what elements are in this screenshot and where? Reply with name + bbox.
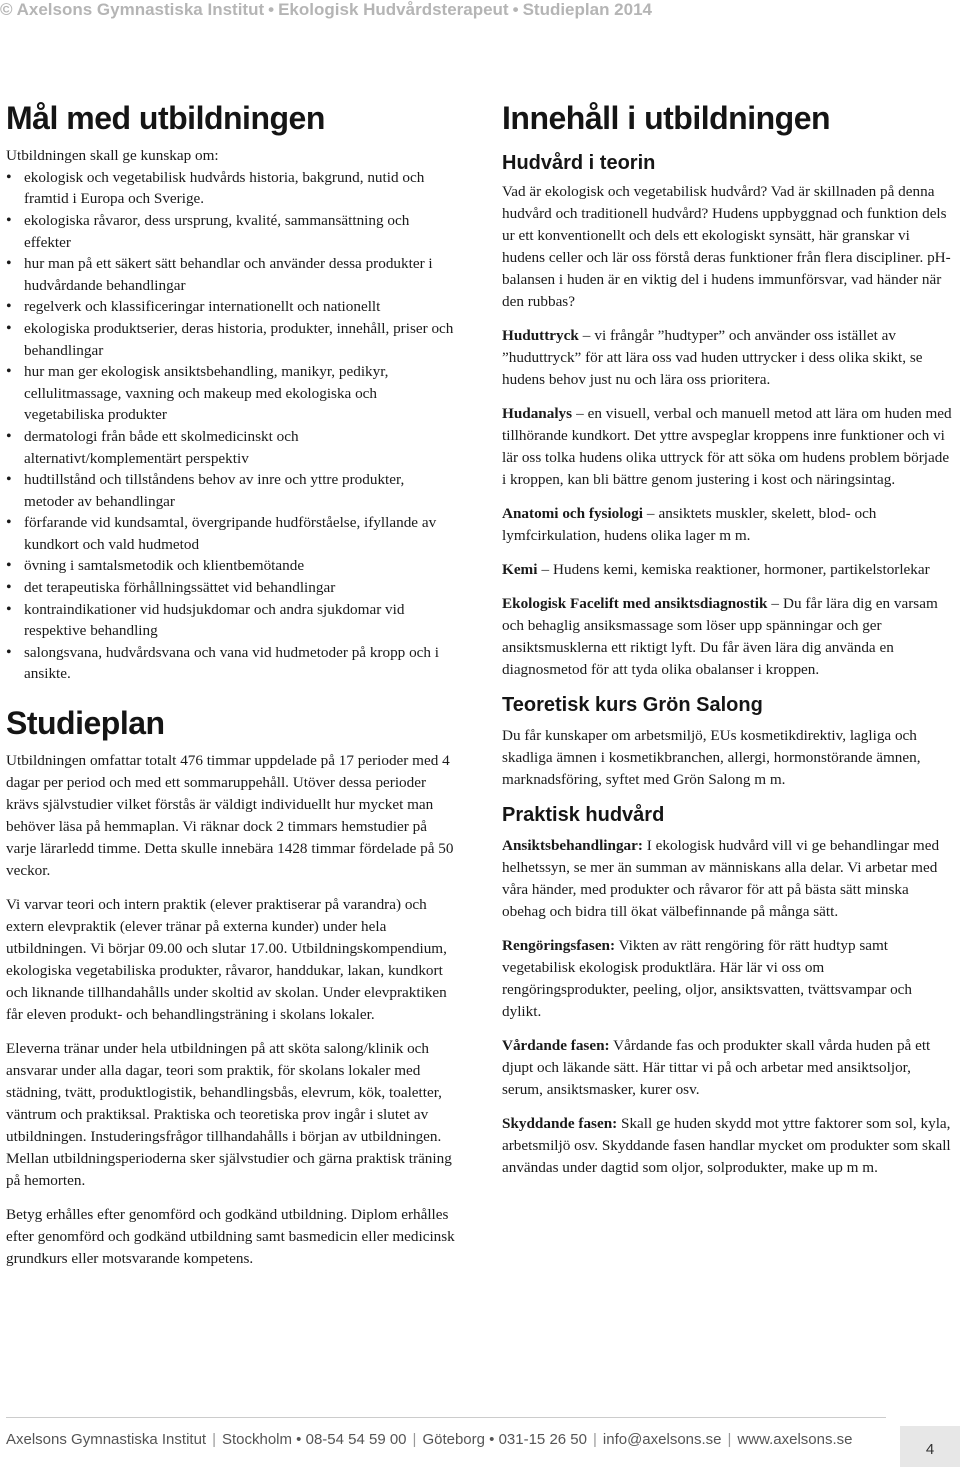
footer-contact <box>6 1431 852 1448</box>
studieplan-paragraph: Vi varvar teori och intern praktik (elever praktiserar på varandra) och extern elevpraktik (elever tränar på externa kunder) under hela utbildningen. Vi börjar 09.00 och slutar 17.00. Utbildningskompendium, ekologiska vegetabiliska produkter, råvaror, handdukar, lakan, kundkort och liknande tillhandahålls under skoltid av skolan. Under elevpraktiken får eleven produkt- och behandlingsträning i skolans lokaler. <box>6 895 447 1023</box>
footer-divider <box>6 1417 886 1418</box>
practical-term: Vårdande fasen: <box>502 1036 610 1054</box>
practical-term: Skyddande fasen: <box>502 1114 618 1132</box>
topic-dash: – <box>771 594 779 612</box>
skincare-theory-title: Hudvård i teorin <box>502 151 656 174</box>
topic-term: Hudanalys <box>502 404 573 422</box>
topics-list <box>502 325 954 681</box>
goal-item: • ekologiska råvaror, dess ursprung, kvalité, sammansättning och effekter <box>6 210 456 253</box>
practical-paragraph <box>502 935 954 1023</box>
practical-list <box>502 835 954 1179</box>
topic-dash: – <box>582 326 591 344</box>
topic-term: Anatomi och fysiologi <box>502 504 643 522</box>
topic-text: en visuell, verbal och manuell metod att lära om huden med tillhörande kundkort. Det yttre avspeglar kroppens inre funktioner och vi lär oss tolka hudens olika uttryck för att söka om hudens problem började i kroppen, kan bli bättre genom justering i kost och näringsintag. <box>502 404 952 488</box>
footer-stockholm: Stockholm • 08-54 54 59 00 <box>221 1431 407 1448</box>
goal-item: • hur man på ett säkert sätt behandlar och använder dessa produkter i hudvårdande behandlingar <box>6 253 456 296</box>
footer-separator: | <box>592 1431 597 1448</box>
header-plan: Studieplan 2014 <box>522 0 652 19</box>
topic-paragraph <box>502 559 954 581</box>
footer-separator: | <box>727 1431 732 1448</box>
footer-email: info@axelsons.se <box>602 1431 722 1448</box>
header-separator: • <box>268 0 275 19</box>
goal-item: • ekologisk och vegetabilisk hudvårds historia, bakgrund, nutid och framtid i Europa och Sverige. <box>6 167 456 210</box>
practical-title: Praktisk hudvård <box>502 803 665 826</box>
goals-title: Mål med utbildningen <box>6 100 325 136</box>
practical-paragraph <box>502 835 954 923</box>
topic-text: Hudens kemi, kemiska reaktioner, hormoner, partikelstorlekar <box>553 560 930 578</box>
footer-web: www.axelsons.se <box>737 1431 853 1448</box>
skincare-theory-text: Vad är ekologisk och vegetabilisk hudvård? Vad är skillnaden på denna hudvård och traditionell hudvård? Hudens uppbyggnad och funktion dels ur ett konventionellt och dels ett ekologiskt synsätt, här granskar vi hudens celler och lär oss förstå deras funktioner från flera discipliner. pH-balansen i huden är en viktig del i hudens immunförsvar, vad händer när den rubbas? <box>502 182 951 310</box>
topic-paragraph <box>502 593 954 681</box>
topic-paragraph <box>502 325 954 391</box>
goal-item: • dermatologi från både ett skolmedicinskt och alternativt/komplementärt perspektiv <box>6 426 456 469</box>
content-title: Innehåll i utbildningen <box>502 100 831 136</box>
topic-dash: – <box>576 404 584 422</box>
practical-paragraph <box>502 1035 954 1101</box>
footer-separator: | <box>412 1431 417 1448</box>
topic-text: ansiktets muskler, skelett, blod- och lymfcirkulation, hudens olika lager m m. <box>502 504 877 544</box>
footer-org: Axelsons Gymnastiska Institut <box>6 1431 207 1448</box>
practical-text: Skall ge huden skydd mot yttre faktorer som sol, kyla, arbetsmiljö osv. Skyddande fasen handlar mycket om produkter som skall användas under dagtid som oljor, solprodukter, make up m m. <box>502 1114 951 1176</box>
left-column <box>6 100 456 1282</box>
topic-paragraph <box>502 403 954 491</box>
studieplan-title: Studieplan <box>6 705 165 742</box>
theory-course-title: Teoretisk kurs Grön Salong <box>502 693 763 716</box>
studieplan-paragraph: Eleverna tränar under hela utbildningen på att sköta salong/klinik och ansvarar under alla dagar, teori som praktik, för skolans lokaler med städning, tvätt, produktlogistik, behandlingsbås, elevrum, kök, toaletter, väntrum och praktiksal. Praktiska och teoretiska prov ingår i slutet av utbildningen. Instuderingsfrågor tillhandahålls i början av utbildningen. Mellan utbildningsperioderna sker självstudier och gärna praktisk träning på hemorten. <box>6 1039 452 1189</box>
goal-item: • salongsvana, hudvårdsvana och vana vid hudmetoder på kropp och i ansikte. <box>6 642 456 685</box>
goal-item: • förfarande vid kundsamtal, övergripande hudförståelse, ifyllande av kundkort och vald hudmetod <box>6 512 456 555</box>
goal-item: • ekologiska produktserier, deras historia, produkter, innehåll, priser och behandlingar <box>6 318 456 361</box>
topic-paragraph <box>502 503 954 547</box>
practical-term: Ansiktsbehandlingar: <box>502 836 643 854</box>
goals-list <box>6 167 456 685</box>
header-org: © Axelsons Gymnastiska Institut <box>0 0 265 19</box>
theory-course-text: Du får kunskaper om arbetsmiljö, EUs kosmetikdirektiv, lagliga och skadliga ämnen i kosmetikbranchen, allergi, hormonstörande ämnen, marknadsföring, syftet med Grön Salong m m. <box>502 726 921 788</box>
goal-item: • hur man ger ekologisk ansiktsbehandling, manikyr, pedikyr, cellulitmassage, vaxning och makeup med ekologiska och vegetabiliska produkter <box>6 361 456 426</box>
goals-intro: Utbildningen skall ge kunskap om: <box>6 146 219 164</box>
topic-dash: – <box>646 504 655 522</box>
topic-text: Du får lära dig en varsam och behaglig ansiksmassage som löser upp spänningar och ger ansiktsmusklerna ett riktigt lyft. Du får även lära dig använda en diagnosmetod för att tyda olika obalanser i kroppen. <box>502 594 938 678</box>
page-header <box>0 0 960 26</box>
topic-term: Kemi <box>502 560 538 578</box>
goal-item: • regelverk och klassificeringar internationellt och nationellt <box>6 296 456 318</box>
topic-text: vi frångår ”hudtyper” och använder oss istället av ”huduttryck” för att lära oss vad huden uttrycker i dess olika skikt, se hudens behov just nu och lära oss prioritera. <box>502 326 923 388</box>
practical-paragraph <box>502 1113 954 1179</box>
page-number: 4 <box>900 1426 960 1467</box>
goal-item: • det terapeutiska förhållningssättet vid behandlingar <box>6 577 456 599</box>
page-footer <box>0 1425 960 1467</box>
topic-dash: – <box>541 560 550 578</box>
practical-text: Vikten av rätt rengöring för rätt hudtyp samt vegetabilisk ekologisk produktlära. Här lär vi oss om rengöringsprodukter, peeling, oljor, ansiktsvatten, tvättsvampar och dylikt. <box>502 936 913 1020</box>
header-program: Ekologisk Hudvårdsterapeut <box>278 0 509 19</box>
goal-item: • kontraindikationer vid hudsjukdomar och andra sjukdomar vid respektive behandling <box>6 599 456 642</box>
right-column <box>502 100 954 1191</box>
studieplan-paragraph: Utbildningen omfattar totalt 476 timmar uppdelade på 17 perioder med 4 dagar per period och med ett sommaruppehåll. Utöver dessa perioder krävs självstudier vilket förstås är väldigt individuellt hur mycket man behöver läsa på hemmaplan. Vi räknar dock 2 timmars hemstudier på varje lärarledd timme. Detta skulle innebära 1428 timmar fördelade på 50 veckor. <box>6 751 454 879</box>
footer-separator: | <box>212 1431 216 1448</box>
goal-item: • hudtillstånd och tillståndens behov av inre och yttre produkter, metoder av behandlingar <box>6 469 456 512</box>
studieplan-paragraph: Betyg erhålles efter genomförd och godkänd utbildning. Diplom erhålles efter genomförd och godkänd utbildning samt basmedicin eller medicinsk grundkurs eller motsvarande kompetens. <box>6 1205 455 1267</box>
header-separator: • <box>512 0 519 19</box>
footer-goteborg: Göteborg • 031-15 26 50 <box>422 1431 587 1448</box>
practical-text: I ekologisk hudvård vill vi ge behandlingar med helhetssyn, se mer än summan av människans alla delar. Vi arbetar med våra händer, med produkter och råvaror för att på bästa sätt minska obehag och bidra till ökat välbefinnande på många sätt. <box>502 836 940 920</box>
goal-item: • övning i samtalsmetodik och klientbemötande <box>6 555 456 577</box>
topic-term: Huduttryck <box>502 326 579 344</box>
practical-term: Rengöringsfasen: <box>502 936 616 954</box>
practical-text: Vårdande fas och produkter skall vårda huden på ett djupt och läkande sätt. Här tittar vi på och arbetar med ansiktsoljor, serum, ansiktsmasker, kurer osv. <box>502 1036 931 1098</box>
topic-term: Ekologisk Facelift med ansiktsdiagnostik <box>502 594 768 612</box>
